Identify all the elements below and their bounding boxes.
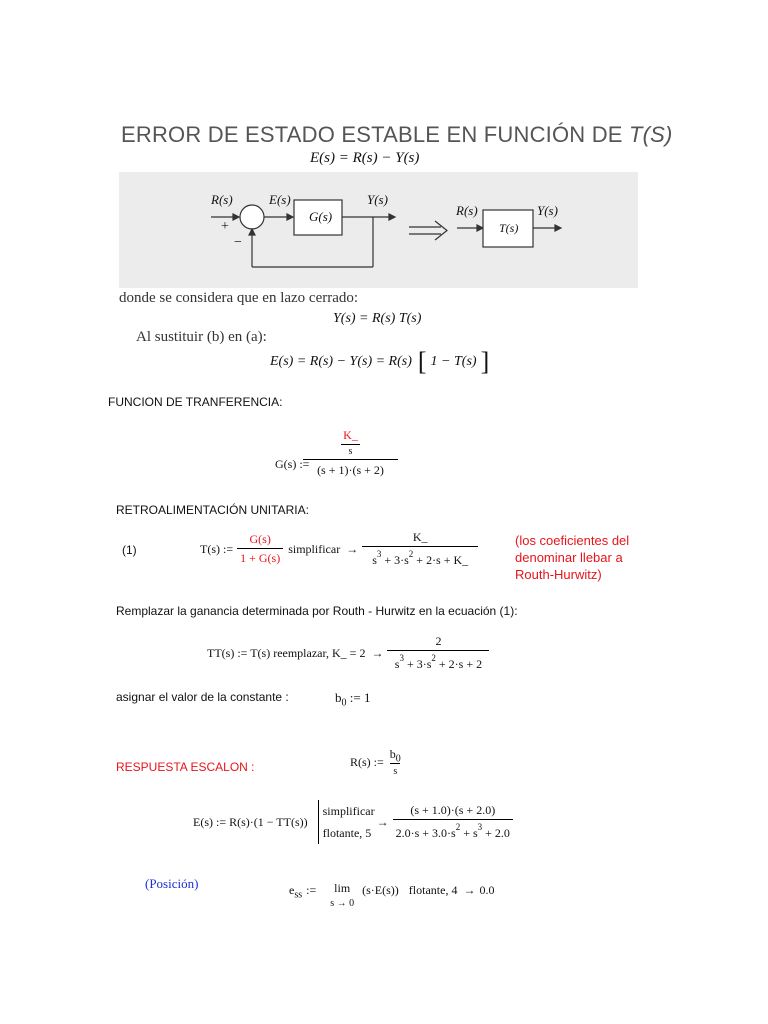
diagram-block-g: G(s) bbox=[309, 209, 333, 224]
g-label: G(s) := bbox=[275, 457, 310, 471]
section-ft: FUNCION DE TRANFERENCIA: bbox=[108, 395, 283, 409]
page-title-text: ERROR DE ESTADO ESTABLE EN FUNCIÓN DE bbox=[121, 122, 629, 147]
t-op: simplificar bbox=[288, 541, 341, 556]
ess-expr: (s·E(s)) bbox=[362, 882, 399, 897]
e-equation: E(s) := R(s)·(1 − TT(s)) simplificar flotante, 5 → $\frac{(s + 1.0)\cdot(s + 2.0)}{2.0\cdot s + 3.0\cdot s^2 + s^3 + 2.0}$ bbox=[193, 800, 513, 844]
diagram-plus: + bbox=[221, 219, 229, 234]
diagram-label-r: R(s) bbox=[211, 192, 233, 207]
diagram-label-e: E(s) bbox=[269, 192, 291, 207]
r-equation bbox=[350, 747, 404, 777]
routh-note bbox=[515, 532, 629, 583]
block-diagram bbox=[119, 172, 638, 288]
e-lhs: E(s) := R(s)·(1 − TT(s)) bbox=[193, 814, 308, 829]
routh-note-line2: denominar llebar a bbox=[515, 550, 623, 565]
b0-rest: := 1 bbox=[349, 690, 371, 705]
ess-equation: $e_{ss}$ := lim s → 0 (s·E(s)) flotante, 4 → 0.0 bbox=[289, 874, 494, 906]
t-num: G(s) bbox=[249, 532, 271, 546]
tt-num: 2 bbox=[435, 634, 442, 648]
text-asignar: asignar el valor de la constante : bbox=[116, 690, 289, 704]
b0-symbol: b bbox=[335, 690, 342, 705]
e-ops bbox=[318, 800, 375, 844]
page-title: ERROR DE ESTADO ESTABLE EN FUNCIÓN DE T(S) bbox=[121, 122, 673, 147]
tt-den: $s^3 + 3\cdot s^2 + 2\cdot s + 2$ bbox=[387, 650, 489, 672]
block-diagram-svg bbox=[119, 172, 638, 288]
g-den: (s + 1)·(s + 2) bbox=[303, 459, 398, 478]
ess-result: 0.0 bbox=[479, 882, 495, 897]
e-op2: flotante, 5 bbox=[322, 826, 372, 840]
g-fraction bbox=[303, 428, 398, 478]
ess-lim: lim s → 0 bbox=[330, 881, 355, 909]
t-result bbox=[362, 530, 478, 568]
section-retro: RETROALIMENTACIÓN UNITARIA: bbox=[116, 503, 309, 517]
text-reemplazar: Remplazar la ganancia determinada por Routh - Hurwitz en la ecuación (1): bbox=[116, 604, 518, 618]
ess-assign: := bbox=[306, 882, 317, 897]
equation-e-left: E(s) = R(s) − Y(s) = R(s) bbox=[270, 354, 412, 369]
page-title-var: T bbox=[628, 122, 643, 147]
t-lhs: T(s) := bbox=[200, 541, 234, 556]
e-op1: simplificar bbox=[322, 804, 375, 818]
error-equation: E(s) = R(s) − Y(s) bbox=[310, 150, 420, 166]
routh-note-line3: Routh-Hurwitz) bbox=[515, 567, 602, 582]
r-den: s bbox=[390, 763, 400, 777]
t-equation-label: (1) bbox=[122, 543, 137, 557]
posicion-label: (Posición) bbox=[145, 876, 199, 891]
r-num: $b_0$ bbox=[389, 747, 401, 765]
tt-lhs: TT(s) := T(s) reemplazar, K_ = 2 bbox=[207, 645, 366, 660]
t-result-den: $s^3 + 3\cdot s^2 + 2\cdot s$ + K_ bbox=[362, 546, 478, 568]
r-lhs: R(s) := bbox=[350, 754, 384, 769]
r-fraction bbox=[387, 747, 404, 777]
diagram-block-t: T(s) bbox=[499, 221, 519, 235]
b0-sub: 0 bbox=[341, 697, 347, 709]
diagram-label-y2: Y(s) bbox=[537, 203, 558, 218]
e-num: (s + 1.0)·(s + 2.0) bbox=[410, 803, 496, 817]
section-escalon: RESPUESTA ESCALON : bbox=[116, 760, 255, 774]
routh-note-line1: (los coeficientes del bbox=[515, 533, 630, 548]
t-den: 1 + G(s) bbox=[237, 548, 283, 566]
text-sustituir: Al sustituir (b) en (a): bbox=[136, 329, 267, 345]
e-den: $2.0\cdot s + 3.0\cdot s^2 + s^3 + 2.0$ bbox=[393, 819, 513, 841]
diagram-label-r2: R(s) bbox=[456, 203, 478, 218]
equation-y: Y(s) = R(s) T(s) bbox=[333, 311, 422, 326]
g-num-top: K_ bbox=[341, 428, 360, 445]
tt-fraction bbox=[387, 634, 489, 672]
g-num-bot: s bbox=[348, 446, 353, 457]
e-fraction bbox=[393, 803, 513, 841]
equation-e: E(s) = R(s) − Y(s) = R(s) [ 1 − T(s) ] bbox=[270, 347, 490, 376]
t-equation: T(s) := $\frac{G(s)}{1 + G(s)}$ simplificar → $\frac{K\_}{s^3 + 3\cdot s^2 + 2\cdot s + K\_}$ bbox=[200, 530, 478, 568]
text-donde: donde se considera que en lazo cerrado: bbox=[119, 290, 359, 306]
diagram-label-y: Y(s) bbox=[367, 192, 388, 207]
page-title-arg: S bbox=[650, 122, 666, 147]
ess-symbol: $e_{ss}$ bbox=[289, 882, 303, 900]
equation-e-inner: 1 − T(s) bbox=[430, 354, 477, 369]
t-result-num: K_ bbox=[412, 530, 428, 544]
ess-op: flotante, 4 bbox=[408, 882, 458, 897]
t-fraction bbox=[237, 532, 283, 566]
tt-equation: TT(s) := T(s) reemplazar, K_ = 2 → $\frac{2}{s^3 + 3\cdot s^2 + 2\cdot s + 2}$ bbox=[207, 634, 489, 672]
b0-definition bbox=[335, 690, 371, 709]
diagram-minus: − bbox=[234, 235, 242, 250]
